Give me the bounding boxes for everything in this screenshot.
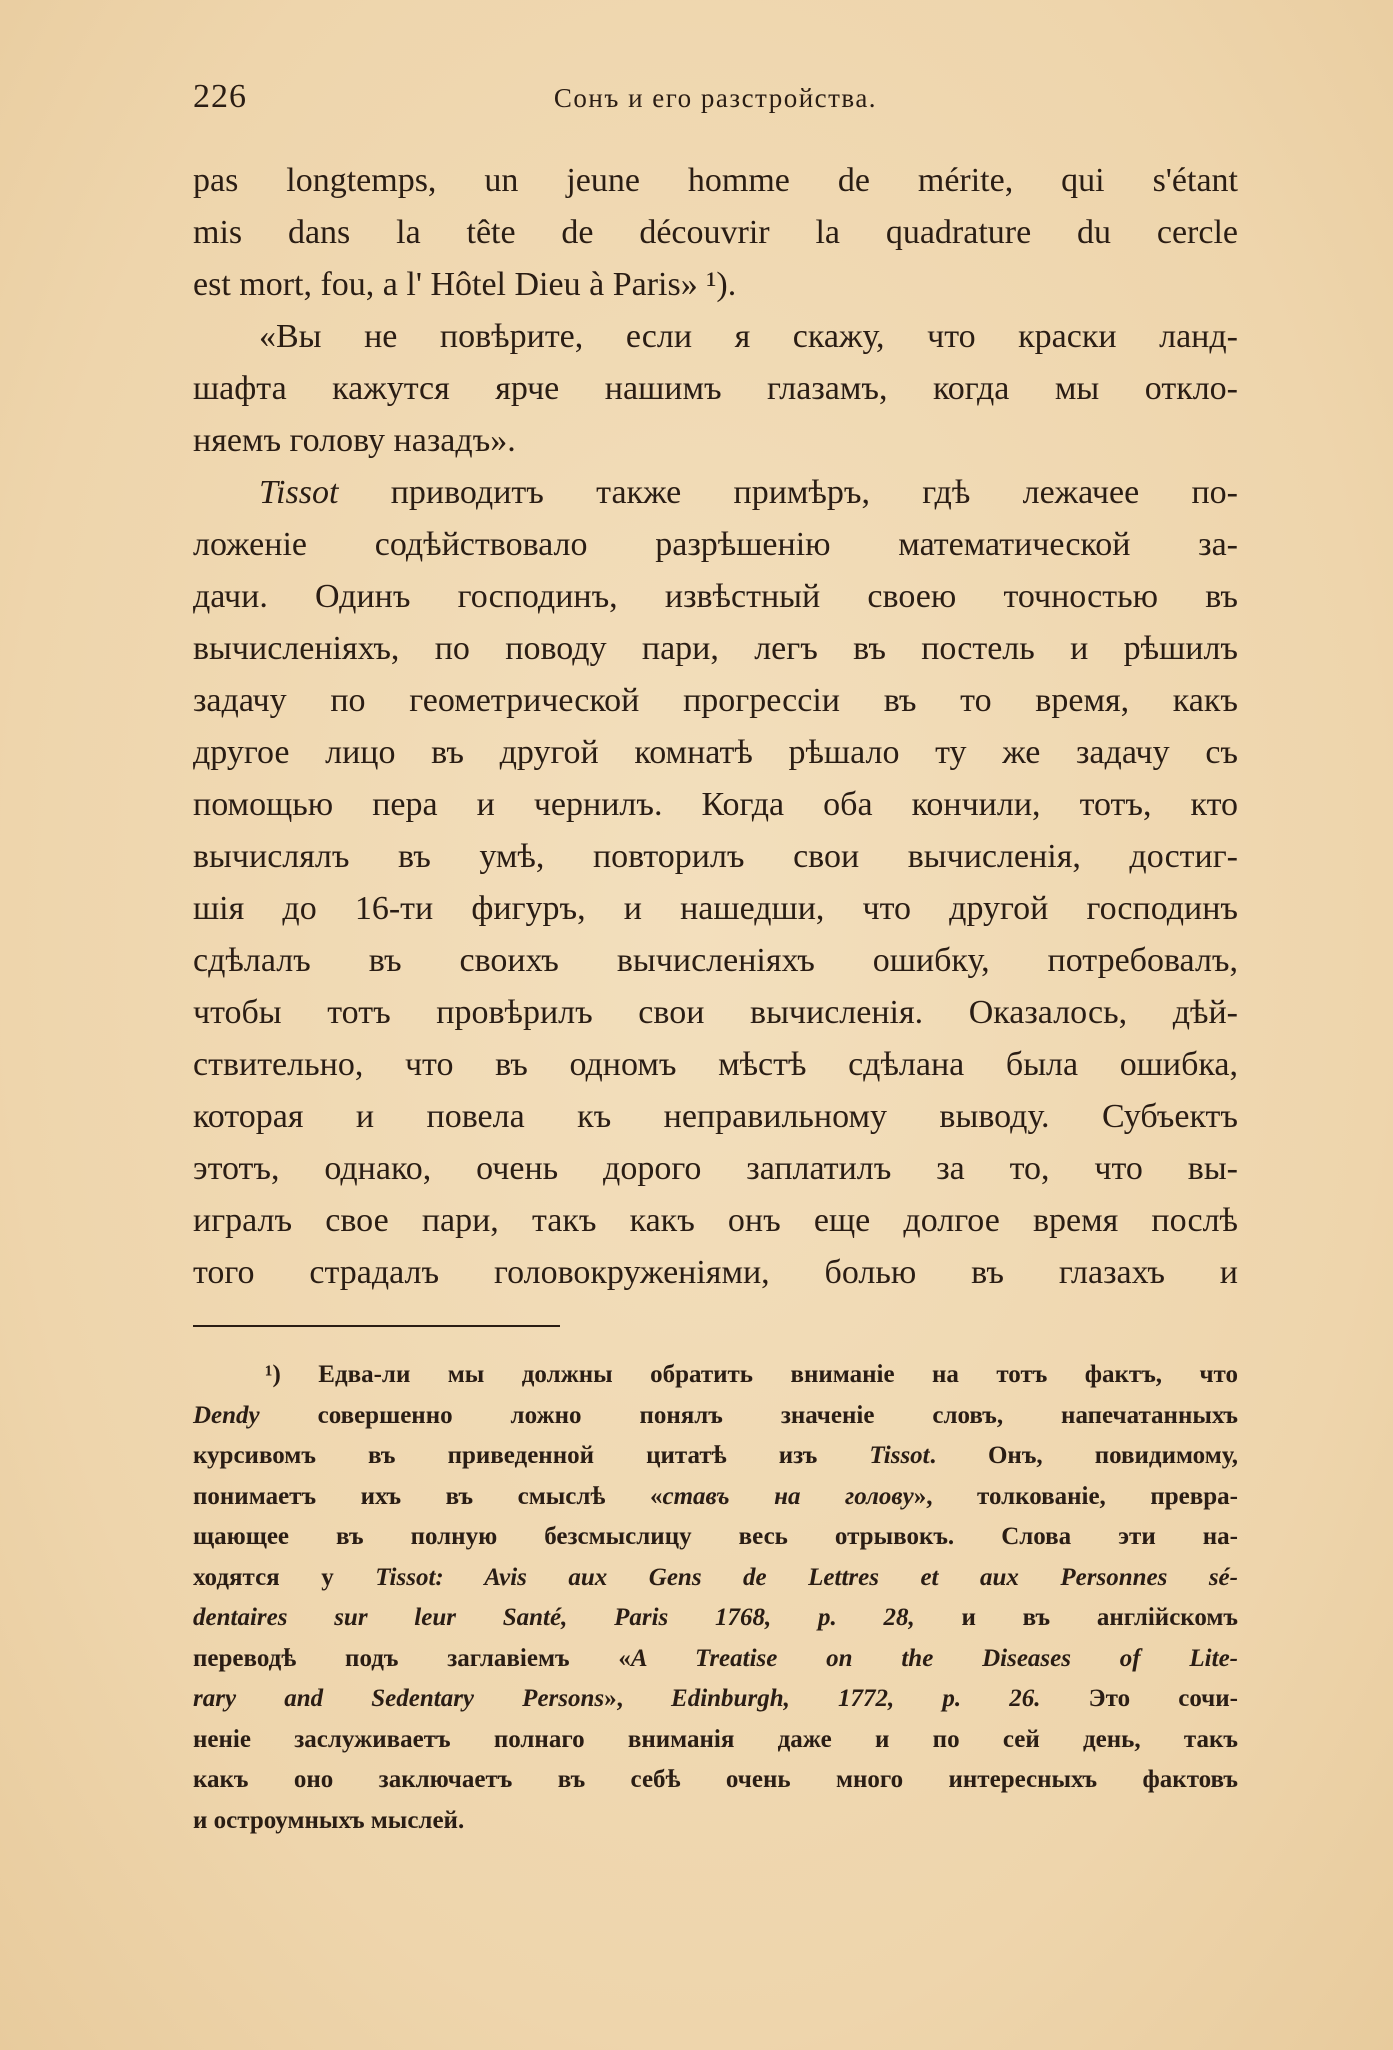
footnote-line <box>193 1679 1238 1720</box>
footnote-line: неніе заслуживаетъ полнаго вниманія даже и по сей день, такъ <box>193 1725 1238 1753</box>
body-line: сдѣлалъ въ своихъ вычисленіяхъ ошибку, потребовалъ, <box>193 942 1238 979</box>
footnote-text: ходятся у <box>193 1563 376 1591</box>
running-head: Сонъ и его разстройства. <box>553 83 878 113</box>
body-line: вычислялъ въ умѣ, повторилъ свои вычисленія, достиг- <box>193 838 1238 875</box>
body-line: которая и повела къ неправильному выводу. Субъектъ <box>193 1098 1238 1135</box>
footnote-italic: dentaires sur leur Santé, Paris 1768, p. 28, <box>193 1604 915 1631</box>
footnote-italic: rary and Sedentary Persons <box>193 1685 605 1712</box>
footnote-line <box>193 1558 1238 1599</box>
body-line: «Вы не повѣрите, если я скажу, что краски ланд- <box>259 318 1238 355</box>
page-header <box>193 78 1238 118</box>
footnote-italic: Tissot <box>869 1442 930 1469</box>
footnote-italic: Dendy <box>193 1401 260 1429</box>
footnote-text: . Онъ, повидимому, <box>929 1442 1238 1469</box>
footnote-text: переводѣ подъ заглавіемъ « <box>193 1644 631 1672</box>
footnote-text: Это сочи- <box>1040 1685 1239 1712</box>
body-line: игралъ свое пари, такъ какъ онъ еще долгое время послѣ <box>193 1202 1238 1239</box>
footnote-line: щающее въ полную безсмыслицу весь отрывокъ. Слова эти на- <box>193 1523 1238 1550</box>
body-line: mis dans la tête de découvrir la quadrature du cercle <box>193 214 1238 251</box>
body-line: шафта кажутся ярче нашимъ глазамъ, когда мы откло- <box>193 370 1238 407</box>
body-line: чтобы тотъ провѣрилъ свои вычисленія. Оказалось, дѣй- <box>193 994 1238 1031</box>
italic-author: Tissot <box>259 474 339 511</box>
footnote-text: понимаетъ ихъ въ смыслѣ « <box>193 1482 663 1510</box>
body-line: ствительно, что въ одномъ мѣстѣ сдѣлана была ошибка, <box>193 1046 1238 1083</box>
footnote-text: Едва-ли мы должны обратить вниманіе на тотъ фактъ, что <box>318 1361 1239 1388</box>
body-line: помощью пера и чернилъ. Когда оба кончили, тотъ, кто <box>193 786 1238 823</box>
footnote-text: и въ англійскомъ <box>914 1604 1238 1631</box>
page-number: 226 <box>193 78 247 115</box>
body-line: дачи. Одинъ господинъ, извѣстный своею точностью въ <box>193 578 1238 615</box>
footnote-italic: Edinburgh, 1772, p. 26. <box>671 1685 1041 1712</box>
footnote-italic: ставъ на голову <box>662 1482 914 1510</box>
footnote-rule <box>193 1325 560 1327</box>
footnote <box>193 1355 1238 1841</box>
footnote-text: », толкованіе, превра- <box>913 1482 1238 1510</box>
body-line: est mort, fou, a l' Hôtel Dieu à Paris» ¹). <box>193 266 737 303</box>
footnote-text: », <box>604 1685 672 1712</box>
body-line-with-italic <box>193 467 1238 519</box>
body-text <box>193 155 1238 1299</box>
footnote-line <box>193 1639 1238 1680</box>
footnote-text: совершенно ложно понялъ значеніе словъ, напечатанныхъ <box>259 1401 1238 1429</box>
body-line: другое лицо въ другой комнатѣ рѣшало ту же задачу съ <box>193 734 1238 771</box>
body-line: няемъ голову назадъ». <box>193 422 516 459</box>
body-line: ложеніе содѣйствовало разрѣшенію математической за- <box>193 526 1238 563</box>
footnote-line <box>193 1436 1238 1477</box>
footnote-italic: A Treatise on the Diseases of Lite- <box>630 1644 1238 1672</box>
body-line: pas longtemps, un jeune homme de mérite, qui s'étant <box>193 162 1238 199</box>
footnote-marker: ¹) <box>265 1361 281 1388</box>
footnote-line <box>193 1396 1238 1437</box>
footnote-line: какъ оно заключаетъ въ себѣ очень много интересныхъ фактовъ <box>193 1766 1238 1793</box>
footnote-italic: Tissot: Avis aux Gens de Lettres et aux Personnes sé- <box>375 1563 1238 1591</box>
footnote-text: курсивомъ въ приведенной цитатѣ изъ <box>193 1442 870 1469</box>
body-line: этотъ, однако, очень дорого заплатилъ за то, что вы- <box>193 1150 1238 1187</box>
body-line: вычисленіяхъ, по поводу пари, легъ въ постель и рѣшилъ <box>193 630 1238 667</box>
body-line-rest: приводитъ также примѣръ, гдѣ лежачее по- <box>390 474 1238 511</box>
body-line: того страдалъ головокруженіями, болью въ глазахъ и <box>193 1254 1238 1291</box>
footnote-line <box>193 1477 1238 1518</box>
footnote-line <box>193 1598 1238 1639</box>
footnote-line <box>193 1355 1238 1396</box>
body-line: задачу по геометрической прогрессіи въ то время, какъ <box>193 682 1238 719</box>
body-line: шія до 16-ти фигуръ, и нашедши, что другой господинъ <box>193 890 1238 927</box>
footnote-line: и остроумныхъ мыслей. <box>193 1806 465 1834</box>
